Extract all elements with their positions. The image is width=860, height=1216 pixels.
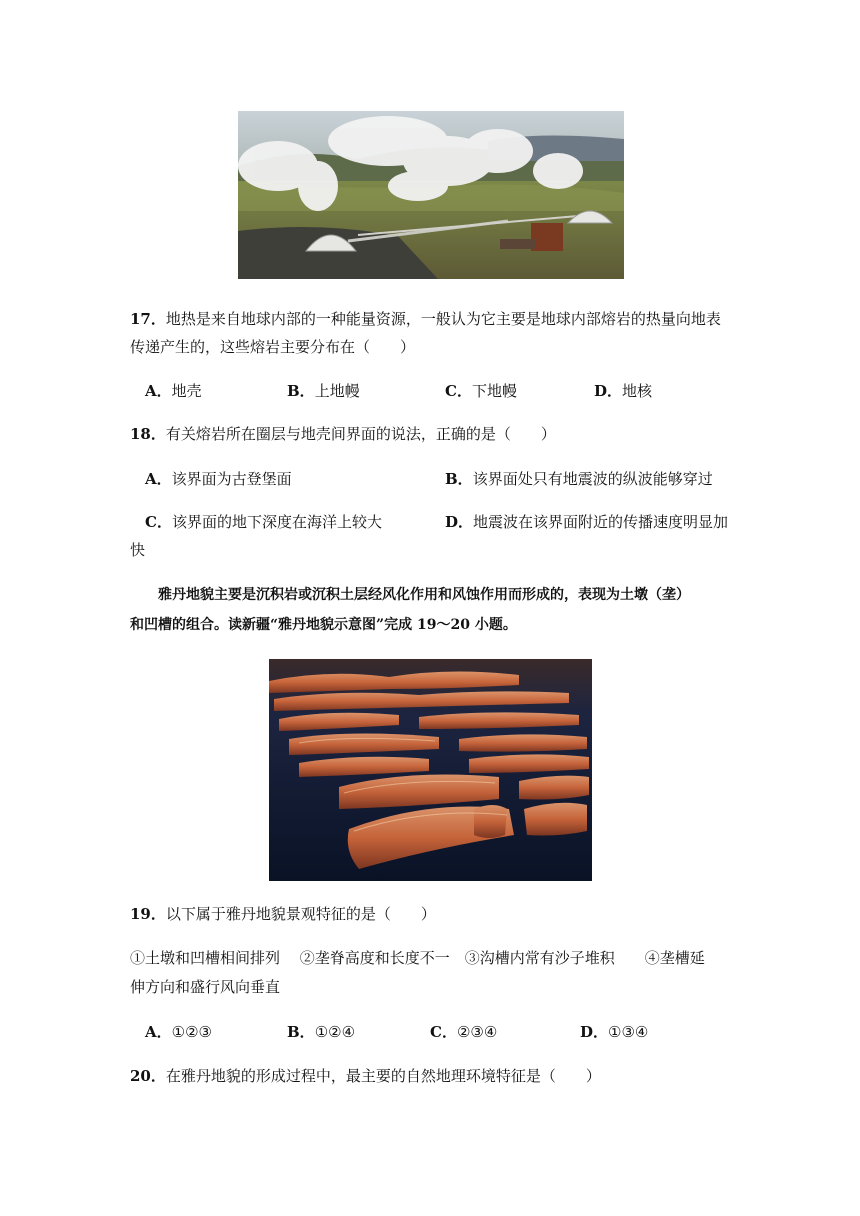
option-text: 该界面的地下深度在海洋上较大 <box>171 513 382 531</box>
option-letter: B． <box>287 382 315 400</box>
yardang-intro-line1: 雅丹地貌主要是沉积岩或沉积土层经风化作用和风蚀作用而形成的，表现为土墩（垄） <box>158 587 690 603</box>
q20-text: 在雅丹地貌的形成过程中，最主要的自然地理环境特征是（ ） <box>165 1067 601 1085</box>
option-letter: C． <box>145 513 172 531</box>
option-letter: C． <box>430 1023 457 1041</box>
q18-option-b[interactable] <box>445 469 713 489</box>
option-letter: A． <box>145 1023 172 1041</box>
q17-text-line2: 传递产生的，这些熔岩主要分布在（ ） <box>130 338 416 356</box>
option-text: ①②④ <box>314 1023 356 1041</box>
option-text: 上地幔 <box>314 382 360 400</box>
q17-option-c[interactable] <box>445 381 517 401</box>
q20-stem <box>130 1066 601 1086</box>
option-letter: C． <box>445 382 472 400</box>
q18-option-d-wrap: 快 <box>130 541 146 559</box>
q17-option-b[interactable] <box>287 381 360 401</box>
q19-option-c[interactable] <box>430 1022 497 1042</box>
q19-option-b[interactable] <box>287 1022 355 1042</box>
option-text: 地壳 <box>171 382 202 400</box>
option-letter: A． <box>145 382 172 400</box>
q17-number: 17． <box>130 310 166 328</box>
option-text: 该界面处只有地震波的纵波能够穿过 <box>472 470 713 488</box>
q20-number: 20． <box>130 1067 166 1085</box>
q18-option-d[interactable] <box>445 512 728 532</box>
option-text: ①③④ <box>608 1023 649 1041</box>
q17-option-a[interactable] <box>145 381 202 401</box>
q19-stem <box>130 904 436 924</box>
q17-option-d[interactable] <box>594 381 652 401</box>
q18-option-a[interactable] <box>145 469 292 489</box>
q17-text-line1: 地热是来自地球内部的一种能量资源，一般认为它主要是地球内部熔岩的热量向地表 <box>165 310 721 328</box>
q18-stem <box>130 424 556 444</box>
q18-option-c[interactable] <box>145 512 382 532</box>
q19-number: 19． <box>130 905 166 923</box>
option-text: ①②③ <box>171 1023 212 1041</box>
option-letter: D． <box>594 382 623 400</box>
q19-text: 以下属于雅丹地貌景观特征的是（ ） <box>165 905 436 923</box>
q19-option-d[interactable] <box>580 1022 648 1042</box>
q18-text: 有关熔岩所在圈层与地壳间界面的说法，正确的是（ ） <box>165 425 556 443</box>
q19-statements-line1: ①土墩和凹槽相间排列 ②垄脊高度和长度不一 ③沟槽内常有沙子堆积 ④垄槽延 <box>130 949 705 967</box>
q18-number: 18． <box>130 425 166 443</box>
option-text: 该界面为古登堡面 <box>171 470 292 488</box>
option-letter: A． <box>145 470 172 488</box>
option-text: ②③④ <box>456 1023 498 1041</box>
q19-option-a[interactable] <box>145 1022 212 1042</box>
option-text: 地核 <box>622 382 653 400</box>
q17-stem-line1 <box>130 309 721 329</box>
yardang-intro-line2: 和凹槽的组合。读新疆“雅丹地貌示意图”完成 19～20 小题。 <box>130 617 517 633</box>
geothermal-plant-photo <box>238 111 624 279</box>
q19-statements-line2: 伸方向和盛行风向垂直 <box>130 978 281 996</box>
option-letter: D． <box>445 513 474 531</box>
option-text: 地震波在该界面附近的传播速度明显加 <box>473 513 729 531</box>
yardang-landform-photo <box>269 659 592 881</box>
option-letter: B． <box>445 470 473 488</box>
option-letter: D． <box>580 1023 609 1041</box>
option-letter: B． <box>287 1023 315 1041</box>
option-text: 下地幔 <box>471 382 517 400</box>
